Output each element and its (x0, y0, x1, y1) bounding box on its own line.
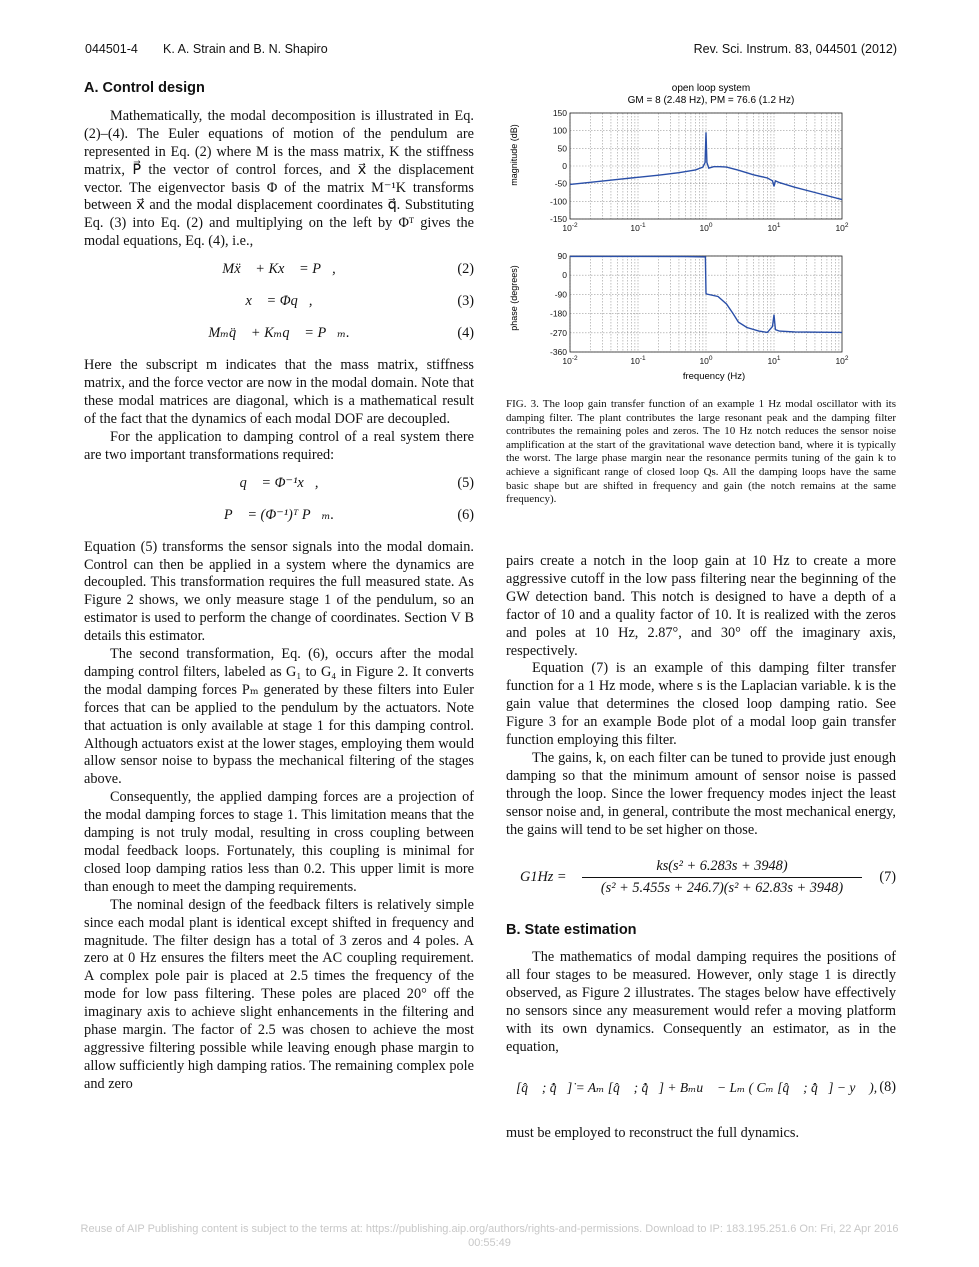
equation-8 (506, 1071, 896, 1107)
section-b-title: B. State estimation (506, 921, 637, 938)
figure-3 (506, 80, 896, 390)
y-tick-label: -90 (554, 289, 567, 300)
y-tick-label: -50 (554, 178, 567, 189)
y-tick-label: 150 (552, 108, 567, 118)
x-tick-label: $10^0$ (699, 355, 713, 366)
watermark-line: 00:55:49 (468, 1237, 511, 1249)
y-tick-label: 0 (562, 161, 567, 171)
numerator: ks(s² + 6.283s + 3948) (582, 858, 862, 879)
magnitude-plot (550, 108, 849, 233)
equation-text: Mẍ⃗ + Kx⃗ = P⃗, (222, 261, 336, 278)
figure-title: open loop system (671, 83, 751, 94)
equation-text: x⃗ = Φq⃗, (245, 293, 313, 310)
y-tick-label: 0 (562, 270, 567, 281)
bode-plot (506, 80, 896, 385)
equation-2 (84, 261, 474, 283)
x-tick-label: $10^1$ (767, 222, 781, 233)
equation-4 (84, 325, 474, 347)
x-tick-label: $10^1$ (767, 355, 781, 366)
paragraph: Mathematically, the modal decomposition is illustrated in Eq. (2)–(4). The Euler equations of motion of the pendulum are represented in Eq. (2) where M is the mass matrix, K the stiffness matrix, P⃗ the vector of control forces, and x⃗ the displacement vector. The eigenvector basis Φ of the matrix M⁻¹K transforms between x⃗ and the modal displacement coordinates q⃗. Substituting Eq. (3) into Eq. (2) and multiplying on the left by Φᵀ gives the modal equations, Eq. (4), i.e., (84, 107, 474, 250)
equation-number: (8) (879, 1078, 896, 1095)
y-tick-label: -360 (549, 347, 567, 357)
phase-axis-label: phase (degrees) (509, 265, 519, 331)
section-a-title: A. Control design (84, 80, 205, 96)
x-tick-label: $10^{-1}$ (630, 222, 646, 233)
x-tick-label: $10^2$ (835, 355, 849, 366)
figure-caption: FIG. 3. The loop gain transfer function of an example 1 Hz modal oscillator with its damping filter. The plant contributes the large resonant peak and the damping filter contributes the remaining poles and zeros. The 10 Hz notch reduces the sensor noise amplification at the start of the gravitational wave detection band, where it is typically the worst. The large phase margin near the resonance permits tuning of the gain k to achieve a significant range of closed loop Qs. All the damping loops have the same basic shape but are shifted in frequency and gain (the notch remains at the same frequency). (506, 398, 896, 506)
equation-6 (84, 507, 474, 529)
y-tick-label: -150 (549, 214, 567, 224)
equation-3 (84, 293, 474, 315)
equation-lhs: G1Hz = (520, 868, 567, 885)
left-column (84, 80, 474, 1094)
equation-text: q⃗ = Φ⁻¹x⃗, (239, 474, 319, 491)
equation-number: (3) (457, 293, 474, 310)
y-tick-label: -180 (549, 308, 567, 319)
x-tick-label: $10^{-1}$ (630, 355, 646, 366)
paragraph: The nominal design of the feedback filters is relatively simple since each modal plant is identical except shifted in frequency and magnitude. The filter design has a total of 3 zeros and 4 poles. A zero at 0 Hz ensures the filters meet the AC coupling requirement. A complex pole pair is placed at 2.5 times the frequency of the mode for low pass filtering. These poles are placed 20° off the imaginary axis to achieve slight enhancements in the filtering and phase margin. The factor of 2.5 was chosen to achieve the most aggressive filtering possible while leaving enough phase margin to allow sufficiently high damping ratios. The remaining complex pole and zero (84, 896, 474, 1092)
paragraph: The gains, k, on each filter can be tuned to provide just enough damping so that the minimum amount of sensor noise is passed through the loop. Since the lower frequency modes inject the least sensor noise and, in general, contribute the most mechanical energy, the gains will tend to be set higher on those. (506, 749, 896, 838)
watermark-line: Reuse of AIP Publishing content is subject to the terms at: https://publishing.aip.org/authors/rights-and-permissions. Download to IP: 183.195.251.6 On: Fri, 22 Apr 2016 (80, 1223, 899, 1235)
equation-number: (2) (457, 261, 474, 278)
paragraph: Here the subscript m indicates that the mass matrix, stiffness matrix, and the force vector are now in the modal domain. Note that these modal matrices are diagonal, which is a mathematical result of the fact that the dynamics of each modal DOF are decoupled. (84, 357, 474, 427)
y-tick-label: -100 (549, 196, 567, 207)
paragraph: Equation (5) transforms the sensor signals into the modal domain. Control can then be applied in a system where the dynamics are decoupled. This transformation requires the full measured state. As Figure 2 shows, we only measure stage 1 of the pendulum, so an estimator is used to perform the change of coordinates. Section V B details this estimator. (84, 538, 474, 645)
equation-number: (7) (879, 868, 896, 885)
paragraph: pairs create a notch in the loop gain at 10 Hz to create a more aggressive cutoff in the low pass filtering near the beginning of the GW detection band. This notch is designed to have a depth of a factor of 10 and a quality factor of 10. It is realized with the zeros and poles at 10 Hz, 2.87°, and 30° off the imaginary axis, respectively. (506, 553, 896, 659)
phase-plot (550, 251, 849, 366)
denominator: (s² + 5.455s + 246.7)(s² + 62.83s + 3948) (600, 880, 844, 897)
equation-5 (84, 475, 474, 497)
y-tick-label: 90 (557, 251, 567, 261)
journal-citation: Rev. Sci. Instrum. 83, 044501 (2012) (693, 42, 897, 56)
paragraph: Consequently, the applied damping forces are a projection of the modal damping forces to stage 1. This limitation means that the damping is not truly modal, resulting in cross coupling between modal feedback loops. Fortunately, this coupling is minimal for closed loop damping ratios less than 0.2. This upper limit is more than enough to meet the damping requirements. (84, 789, 474, 895)
x-tick-label: $10^0$ (699, 222, 713, 233)
page-header (85, 42, 897, 56)
equation-7 (506, 858, 896, 898)
fraction (582, 858, 862, 899)
x-tick-label: $10^2$ (835, 222, 849, 233)
paragraph: For the application to damping control of a real system there are two important transformations required: (84, 428, 474, 463)
figure-subtitle: GM = 8 (2.48 Hz), PM = 76.6 (1.2 Hz) (627, 95, 795, 106)
y-tick-label: 100 (552, 125, 567, 136)
article-id: 044501-4 (85, 42, 138, 56)
equation-number: (5) (457, 474, 474, 491)
y-tick-label: -270 (549, 327, 567, 338)
authors: K. A. Strain and B. N. Shapiro (163, 42, 328, 56)
x-tick-label: $10^{-2}$ (562, 222, 578, 233)
equation-number: (4) (457, 325, 474, 342)
equation-number: (6) (457, 506, 474, 523)
equation-text: [q̂⃗ ; q̂̇⃗]̇ = Aₘ [q̂⃗ ; q̂̇⃗] + Bₘu⃗ − Lₘ ( Cₘ [q̂⃗ ; q̂̇⃗] − y⃗ ), (516, 1079, 878, 1095)
frequency-axis-label: frequency (Hz) (682, 371, 746, 382)
equation-text: P⃗ = (Φ⁻¹)ᵀ P⃗ₘ. (223, 506, 335, 523)
paragraph: The mathematics of modal damping requires the positions of all four stages to be measured. However, only stage 1 is directly observed, as Figure 2 illustrates. The stages below have effectively no sensors since any measurement would refer a moving platform with its own dynamics. Consequently an estimator, as in the equation, (506, 949, 896, 1055)
paragraph: The second transformation, Eq. (6), occurs after the modal damping control filters, labeled as G₁ to G₄ in Figure 2. It converts the modal damping forces Pₘ generated by these filters into Euler forces that can be applied to the pendulum by the actuators. Note that actuation is only available at stage 1 for this damping control. Although actuators exist at the lower stages, employing them would allow sensor noise to bypass the mechanical filtering of the stages above. (84, 646, 474, 788)
x-tick-label: $10^{-2}$ (562, 355, 578, 366)
equation-text: Mₘq̈⃗ + Kₘq⃗ = P⃗ₘ. (208, 325, 350, 342)
y-tick-label: 50 (557, 143, 567, 154)
paragraph: Equation (7) is an example of this damping filter transfer function for a 1 Hz mode, where s is the Laplacian variable. k is the gain value that determines the closed loop damping ratio. See Figure 3 for an example Bode plot of a modal loop gain transfer function employing this filter. (506, 660, 896, 749)
paragraph: must be employed to reconstruct the full dynamics. (506, 1124, 800, 1141)
magnitude-axis-label: magnitude (dB) (509, 124, 519, 186)
right-column (506, 553, 896, 1143)
download-watermark (0, 1222, 979, 1250)
